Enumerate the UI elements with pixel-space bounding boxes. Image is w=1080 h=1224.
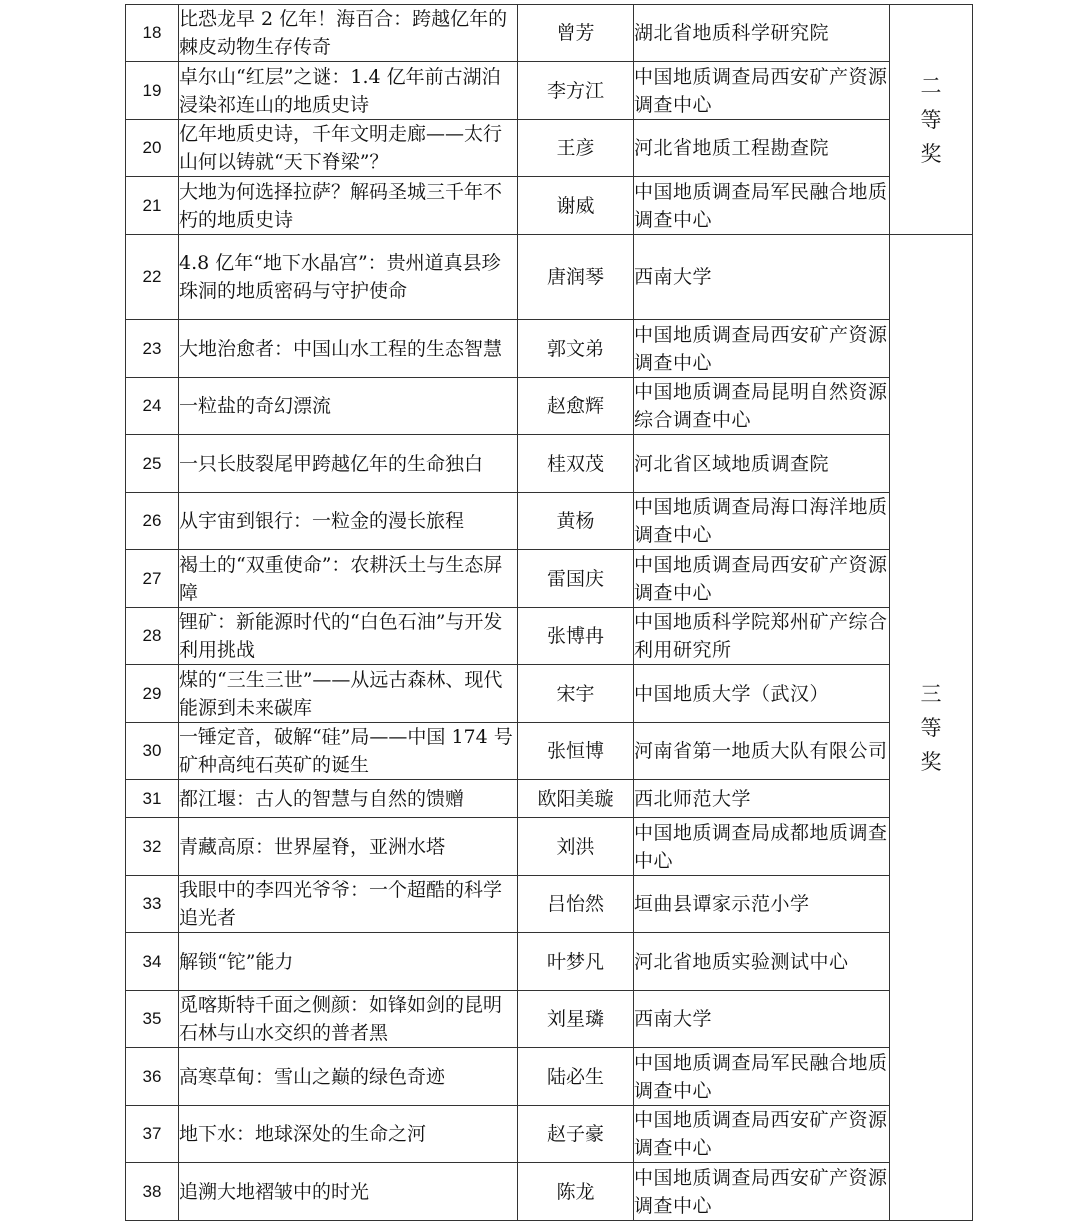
entry-number: 30 [126, 723, 179, 780]
entry-title: 锂矿：新能源时代的“白色石油”与开发利用挑战 [179, 608, 518, 665]
entry-title: 大地治愈者：中国山水工程的生态智慧 [179, 320, 518, 378]
entry-author: 郭文弟 [518, 320, 634, 378]
table-row [126, 818, 973, 876]
entry-organization: 中国地质调查局军民融合地质调查中心 [634, 1048, 890, 1106]
entry-number: 25 [126, 435, 179, 493]
table-row [126, 120, 973, 177]
entry-author: 谢威 [518, 177, 634, 235]
entry-author: 刘洪 [518, 818, 634, 876]
entry-number: 34 [126, 933, 179, 991]
table-row [126, 5, 973, 62]
entry-number: 21 [126, 177, 179, 235]
entry-organization: 河北省区域地质调查院 [634, 435, 890, 493]
entry-title: 大地为何选择拉萨？解码圣城三千年不朽的地质史诗 [179, 177, 518, 235]
entry-title: 地下水：地球深处的生命之河 [179, 1106, 518, 1163]
entry-organization: 中国地质调查局西安矿产资源调查中心 [634, 550, 890, 608]
entry-title: 都江堰：古人的智慧与自然的馈赠 [179, 780, 518, 818]
entry-number: 31 [126, 780, 179, 818]
entry-organization: 中国地质调查局西安矿产资源调查中心 [634, 62, 890, 120]
table-row [126, 1048, 973, 1106]
entry-organization: 中国地质大学（武汉） [634, 665, 890, 723]
entry-title: 一只长肢裂尾甲跨越亿年的生命独白 [179, 435, 518, 493]
entry-organization: 河北省地质实验测试中心 [634, 933, 890, 991]
table-row [126, 378, 973, 435]
entry-organization: 中国地质调查局昆明自然资源综合调查中心 [634, 378, 890, 435]
table-row [126, 1163, 973, 1221]
entry-number: 20 [126, 120, 179, 177]
entry-title: 4.8 亿年“地下水晶宫”：贵州道真县珍珠洞的地质密码与守护使命 [179, 235, 518, 320]
entry-author: 黄杨 [518, 493, 634, 550]
entry-number: 22 [126, 235, 179, 320]
award-table-body [126, 5, 973, 1221]
table-row [126, 876, 973, 933]
entry-organization: 西北师范大学 [634, 780, 890, 818]
table-row [126, 177, 973, 235]
entry-number: 38 [126, 1163, 179, 1221]
entry-number: 26 [126, 493, 179, 550]
entry-author: 刘星璘 [518, 991, 634, 1048]
award-list-table [125, 4, 973, 1221]
entry-organization: 中国地质调查局西安矿产资源调查中心 [634, 320, 890, 378]
entry-title: 解锁“铊”能力 [179, 933, 518, 991]
entry-title: 比恐龙早 2 亿年！海百合：跨越亿年的棘皮动物生存传奇 [179, 5, 518, 62]
entry-organization: 中国地质调查局海口海洋地质调查中心 [634, 493, 890, 550]
entry-title: 我眼中的李四光爷爷：一个超酷的科学追光者 [179, 876, 518, 933]
entry-organization: 湖北省地质科学研究院 [634, 5, 890, 62]
prize-level-label: 二等奖 [920, 73, 942, 166]
entry-author: 宋宇 [518, 665, 634, 723]
entry-number: 37 [126, 1106, 179, 1163]
entry-number: 33 [126, 876, 179, 933]
entry-author: 欧阳美璇 [518, 780, 634, 818]
entry-organization: 中国地质调查局西安矿产资源调查中心 [634, 1106, 890, 1163]
entry-organization: 中国地质调查局成都地质调查中心 [634, 818, 890, 876]
table-row [126, 1106, 973, 1163]
table-row [126, 991, 973, 1048]
table-row [126, 493, 973, 550]
entry-organization: 西南大学 [634, 991, 890, 1048]
entry-title: 一粒盐的奇幻漂流 [179, 378, 518, 435]
entry-number: 27 [126, 550, 179, 608]
entry-author: 赵子豪 [518, 1106, 634, 1163]
entry-author: 桂双茂 [518, 435, 634, 493]
entry-number: 18 [126, 5, 179, 62]
prize-level-label: 三等奖 [920, 681, 942, 774]
entry-title: 追溯大地褶皱中的时光 [179, 1163, 518, 1221]
entry-number: 24 [126, 378, 179, 435]
entry-number: 28 [126, 608, 179, 665]
entry-number: 32 [126, 818, 179, 876]
entry-title: 一锤定音，破解“硅”局——中国 174 号矿种高纯石英矿的诞生 [179, 723, 518, 780]
table-row [126, 608, 973, 665]
entry-author: 吕怡然 [518, 876, 634, 933]
entry-author: 陆必生 [518, 1048, 634, 1106]
entry-title: 从宇宙到银行：一粒金的漫长旅程 [179, 493, 518, 550]
entry-author: 唐润琴 [518, 235, 634, 320]
entry-author: 张恒博 [518, 723, 634, 780]
entry-organization: 中国地质科学院郑州矿产综合利用研究所 [634, 608, 890, 665]
entry-organization: 河南省第一地质大队有限公司 [634, 723, 890, 780]
table-row [126, 780, 973, 818]
table-row [126, 933, 973, 991]
entry-title: 高寒草甸：雪山之巅的绿色奇迹 [179, 1048, 518, 1106]
entry-number: 36 [126, 1048, 179, 1106]
prize-level-cell [890, 5, 973, 235]
table-row [126, 665, 973, 723]
entry-author: 叶梦凡 [518, 933, 634, 991]
entry-author: 赵愈辉 [518, 378, 634, 435]
entry-author: 曾芳 [518, 5, 634, 62]
entry-number: 35 [126, 991, 179, 1048]
entry-title: 煤的“三生三世”——从远古森林、现代能源到未来碳库 [179, 665, 518, 723]
entry-author: 张博冉 [518, 608, 634, 665]
table-row [126, 62, 973, 120]
entry-title: 觅喀斯特千面之侧颜：如锋如剑的昆明石林与山水交织的普者黑 [179, 991, 518, 1048]
prize-level-cell [890, 235, 973, 1221]
table-row [126, 235, 973, 320]
entry-title: 褐土的“双重使命”：农耕沃土与生态屏障 [179, 550, 518, 608]
table-row [126, 435, 973, 493]
entry-organization: 河北省地质工程勘查院 [634, 120, 890, 177]
table-row [126, 320, 973, 378]
entry-number: 19 [126, 62, 179, 120]
entry-organization: 中国地质调查局西安矿产资源调查中心 [634, 1163, 890, 1221]
entry-organization: 垣曲县谭家示范小学 [634, 876, 890, 933]
entry-number: 29 [126, 665, 179, 723]
entry-title: 青藏高原：世界屋脊，亚洲水塔 [179, 818, 518, 876]
entry-title: 亿年地质史诗，千年文明走廊——太行山何以铸就“天下脊梁”？ [179, 120, 518, 177]
entry-organization: 中国地质调查局军民融合地质调查中心 [634, 177, 890, 235]
entry-organization: 西南大学 [634, 235, 890, 320]
entry-title: 卓尔山“红层”之谜：1.4 亿年前古湖泊浸染祁连山的地质史诗 [179, 62, 518, 120]
entry-author: 李方江 [518, 62, 634, 120]
entry-author: 雷国庆 [518, 550, 634, 608]
entry-author: 陈龙 [518, 1163, 634, 1221]
table-row [126, 723, 973, 780]
table-row [126, 550, 973, 608]
entry-number: 23 [126, 320, 179, 378]
entry-author: 王彦 [518, 120, 634, 177]
